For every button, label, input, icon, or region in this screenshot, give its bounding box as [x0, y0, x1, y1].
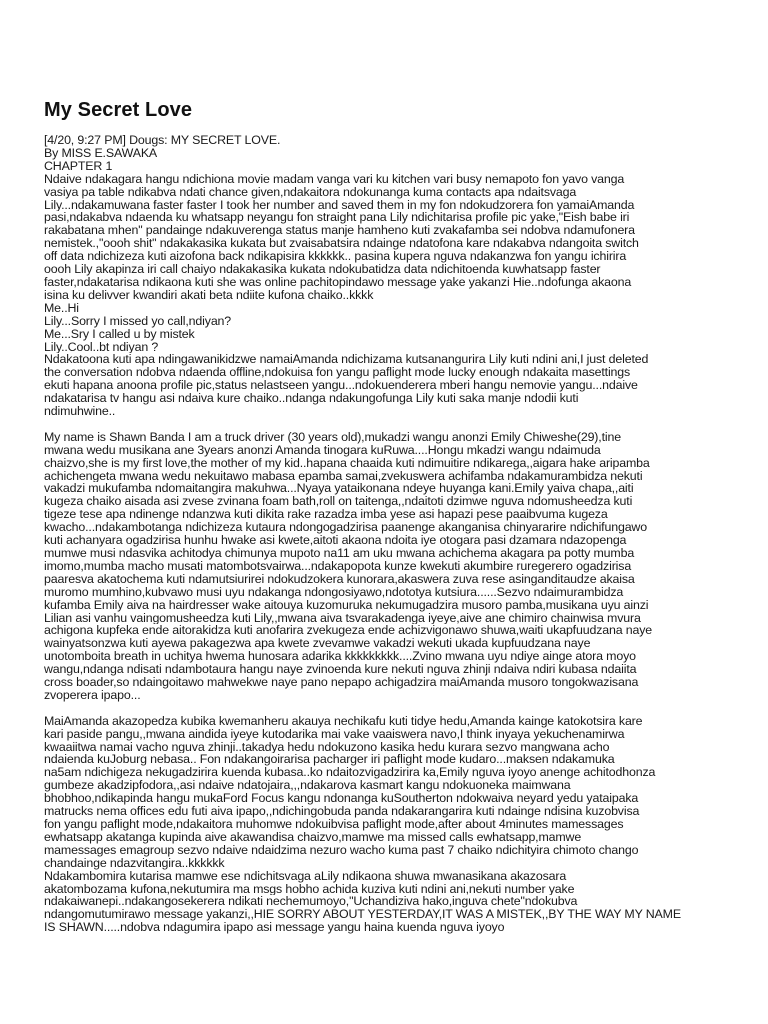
text-line: nemistek.,"oooh shit" ndakakasika kukata but zvaisabatsira ndainge ndatofona kare ndakabva ndangoita switch [44, 237, 639, 251]
cutoff-line [44, 934, 730, 947]
text-line: ekuti hapana anoona profile pic,status nelastseen yangu...ndokuenderera mberi hangu nemovie yangu...ndaive [44, 379, 638, 393]
text-line: zvoperera ipapo... [44, 688, 141, 702]
header-block [44, 134, 730, 173]
paragraph-3 [44, 715, 730, 934]
text-line: chaizvo,she is my first love,the mother of my kid..hapana chaaida kuti ndimuitire ndikarega,,aigara hake aripamba [44, 456, 650, 470]
paragraph-2 [44, 431, 730, 702]
text-line: cross boader,so ndaingoitawo mahwekwe naye pano nepapo achigadzira maiAmanda musoro tongokwazisana [44, 676, 639, 689]
text-line: imomo,mumba macho musati matombotsvairwa...ndakapopota kunze kwekuti akumbire ruregerero ogadzirisa [44, 559, 632, 573]
text-line: ewhatsapp akatanga kupinda aive akawandisa chaizvo,mamwe ma missed calls ewhatsapp,mamwe [44, 830, 582, 844]
text-line: off data ndichizeza kuti aizofona back ndikapisira kkkkkk.. pasina kupera nguva ndakanzwa fon yangu ichirira [44, 250, 627, 264]
document-title: My Secret Love [44, 99, 193, 121]
text-line: unotomboita breath in uchitya hwema hunosara adarika kkkkkkkkk....Zvino mwana uyu ndiye ainge atora moyo [44, 650, 636, 664]
text-line: isina ku delivver kwandiri akati beta ndiite kufona chaiko..kkkk [44, 288, 374, 302]
paragraph-1 [44, 173, 730, 418]
text-line: kwaaiitwa namai vacho nguva zhinji..takadya hedu ndokuzono kasika hedu kurara sezvo mangwana acho [44, 740, 610, 754]
text-line: ndakatarisa tv hangu asi ndaiva kure chaiko..ndanga ndakungofunga Lily kuti saka manje ndodii kuti [44, 392, 579, 406]
text-line: tigeze tese apa ndinenge ndanzwa kuti dikita rake razadza imba yese asi hapazi pese paaibvuma kugeza [44, 508, 608, 522]
text-line: Lilian asi vanhu vaingomusheedza kuti Lily,,mwana aiva tsvarakadenga iyeye,aive ane chimiro chainwisa mvura [44, 611, 641, 625]
text-line: gumbeze akadzipfodora,,asi ndaive ndatojaira,,,ndakarova kasmart kangu ndokuoneka maimwana [44, 779, 571, 793]
text-line: Lily..Cool..bt ndiyan ? [44, 340, 159, 354]
header-line: [4/20, 9:27 PM] Dougs: MY SECRET LOVE. [44, 134, 281, 147]
text-line: muromo mumhino,kubvawo musi uyu ndakanga ndongosiyawo,ndototya kutsiura......Sezvo ndaimurambidza [44, 585, 624, 599]
text-line: chandainge ndazvitangira..kkkkkk [44, 856, 225, 870]
text-line: achigona kupfeka ende aitorakidza kuti anofarira zvekugeza ende achizvigonawo shuwa,waiti ukapfuudzana naye [44, 624, 653, 638]
header-line: CHAPTER 1 [44, 159, 113, 173]
document-body [44, 134, 730, 947]
text-line: Ndaive ndakagara hangu ndichiona movie madam vanga vari ku kitchen vari busy nemapoto fon yavo vanga [44, 172, 625, 186]
text-line: ndakaiwanepi..ndakangosekerera ndikati nechemumoyo,"Uchandiziva hako,inguva chete"ndokubva [44, 895, 578, 909]
text-line: ndaienda kuJoburg nebasa.. Fon ndakangoirarisa pacharger iri paflight mode kudaro...maksen ndakamuka [44, 753, 615, 767]
text-line: Lily...Sorry I missed yo call,ndiyan? [44, 314, 232, 328]
text-line: kari paside pangu,,mwana aindida iyeye kutodarika mai vake vaaiswera navo,I think inyaya yekuchenamirwa [44, 727, 625, 741]
text-line: mwana wedu musikana ane 3years anonzi Amanda tinogara kuRuwa....Hongu mkadzi wangu ndaimuda [44, 443, 601, 457]
text-line: kufamba Emily aiva na hairdresser wake aitouya kuzomuruka nekumugadzira musoro pamba,musikana uyu ainzi [44, 598, 649, 612]
text-line: faster,ndakatarisa ndikaona kuti she was online pachitopindawo message yake yakanzi Hie..ndofunga akaona [44, 275, 632, 289]
text-line: ndangomutumirawo message yakanzi,,HIE SORRY ABOUT YESTERDAY,IT WAS A MISTEK,,BY THE WAY MY NAME [44, 908, 681, 922]
text-line: mamessages emagroup sezvo ndaive ndaidzima nezuro wacho kuma past 7 chaiko ndichityira chimoto chango [44, 843, 639, 857]
text-line: Ndakatoona kuti apa ndingawanikidzwe namaiAmanda ndichizama kutsanangurira Lily kuti ndini ani,I just deleted [44, 353, 649, 367]
text-line: Me...Sry I called u by mistek [44, 327, 195, 341]
text-line: fon yangu paflight mode,ndakaitora muhomwe ndokuibvisa paflight mode,after about 4minutes mamessages [44, 818, 624, 831]
text-line: wangu,ndanga ndisati ndambotaura hangu naye zvinoenda kure nekuti nguva zhinji ndaiva ndiri kubasa ndaiita [44, 663, 637, 677]
text-line: wainyatsonzwa kuti ayewa pakagezwa apa kwete zvevamwe vakadzi wekuti ukada kupfuudzana naye [44, 637, 591, 651]
text-line: rakabatana mhen" pandainge ndakuverenga status manje hamheno kuti zvakafamba sei ndobva ndamufonera [44, 224, 635, 238]
paragraph-gap [44, 418, 730, 431]
text-line: paaresva akatochema kuti ndamutsiurirei ndokudzokera kunorara,akaswera zuva rese asinganditaudze akaisa [44, 572, 635, 586]
text-line: mumwe musi ndasvika achitodya chimunya mupoto na11 am uku mwana achichema akagara pa potty mumba [44, 546, 635, 560]
text-line: Ndakambomira kutarisa mamwe ese ndichitsvaga aLily ndikaona shuwa mwanasikana akazosara [44, 869, 567, 883]
text-line: Me..Hi [44, 301, 79, 315]
text-line: matrucks nema offices edu futi aiva ipapo,,ndichingobuda panda ndakarangarira kuti ndainge ndisina kuzobvisa [44, 805, 640, 818]
document-page [44, 0, 730, 1024]
text-line: pasi,ndakabva ndaenda ku whatsapp neyangu fon straight pana Lily ndichitarisa profile pic yake,"Eish babe iri [44, 211, 630, 225]
text-line: ndimuhwine.. [44, 405, 116, 418]
text-line: the conversation ndobva ndaenda offline,ndokuisa fon yangu paflight mode lucky enough ndakaita masettings [44, 366, 631, 380]
text-line: akatombozama kufona,nekutumira ma msgs hobho achida kuziva kuti ndini ani,nekuti number yake [44, 882, 575, 896]
text-line: kwacho...ndakambotanga ndichizeza kutaura ndongogadzirisa paanenge akanganisa chinyararire ndichifungawo [44, 521, 647, 535]
text-line: na5am ndichigeza nekugadzirira kuenda kubasa..ko ndaitozvigadzirira ka,Emily nguva iyoyo anenge achitodhonza [44, 766, 656, 780]
text-line: vasiya pa table ndikabva ndati chance given,ndakaitora ndokunanga kuma contacts apa ndaitsvaga [44, 185, 577, 199]
text-line: kuti achanyara ogadzirisa hunhu hwake asi kwete,aitoti akaona ndoita iye otogara pasi dzamara ndazopenga [44, 534, 627, 547]
text-line: vakadzi mukufamba ndomaitangira makuhwa...Nyaya yataikonana ndeye huyanga kani.Emily yaiva chapa,,aiti [44, 482, 634, 496]
text-line: oooh Lily akapinza iri call chaiyo ndakakasika kukata ndokubatidza data ndichitoenda kuwhatsapp faster [44, 263, 601, 276]
paragraph-gap [44, 702, 730, 715]
header-line: By MISS E.SAWAKA [44, 146, 158, 160]
text-line: kugeza chaiko aisada asi zvese zvinana foam bath,roll on taitenga,,ndaitoti dzimwe nguva ndomusheedza kuti [44, 495, 633, 509]
text-line: achichengeta mwana wedu nekuitawo mabasa epamba samai,zvekuswera achifamba ndakamurambidza nekuti [44, 469, 643, 483]
text-line: IS SHAWN.....ndobva ndagumira ipapo asi message yangu haina kuenda nguva iyoyo [44, 921, 505, 935]
text-line: Lily...ndakamuwana faster faster I took her number and saved them in my fon ndokudzorera fon yamaiAmanda [44, 198, 635, 212]
text-line: bhobhoo,ndikapinda hangu mukaFord Focus kangu ndonanga kuSoutherton ndokwaiva neyard yedu yataipaka [44, 792, 639, 806]
text-line: My name is Shawn Banda I am a truck driver (30 years old),mukadzi wangu anonzi Emily Chiweshe(29),tine [44, 430, 621, 444]
text-line: MaiAmanda akazopedza kubika kwemanheru akauya nechikafu kuti tidye hedu,Amanda kainge katokotsira kare [44, 714, 643, 728]
